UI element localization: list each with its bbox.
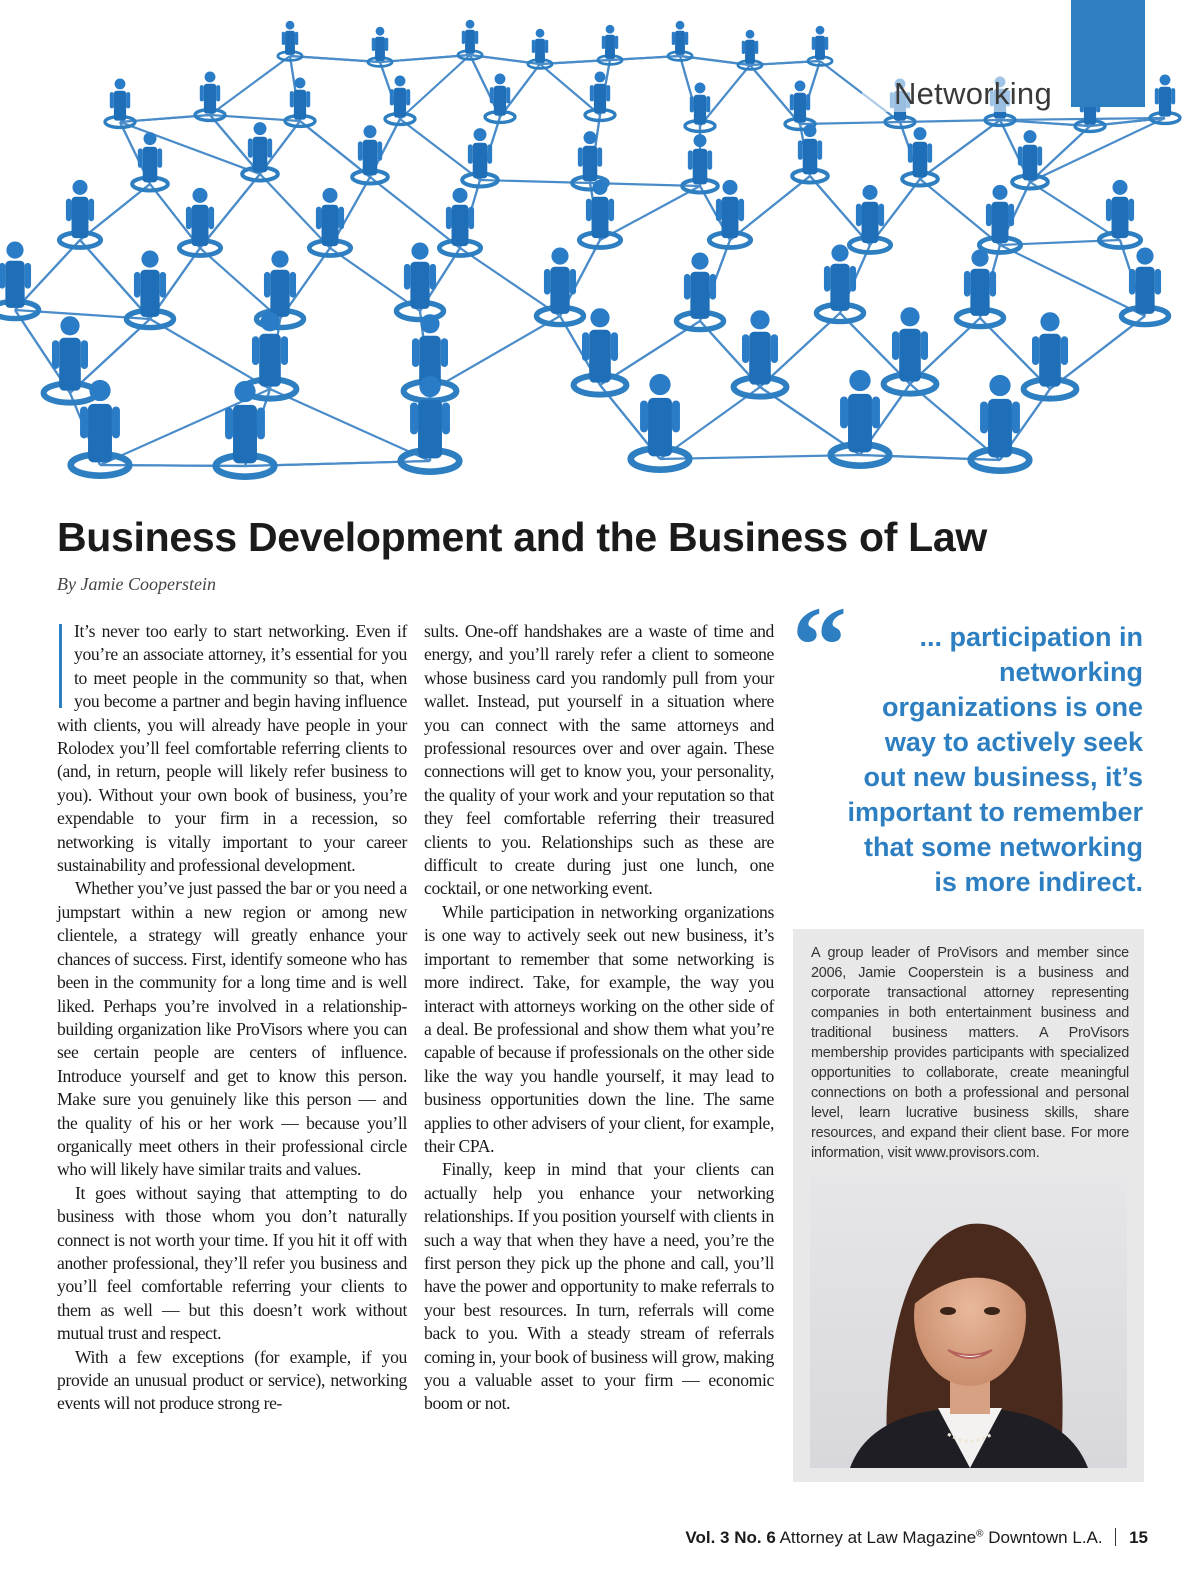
person-icon [216, 381, 275, 477]
network-link [1030, 118, 1165, 182]
person-icon [971, 375, 1030, 471]
network-link [100, 465, 245, 466]
person-icon [682, 134, 718, 192]
article-paragraph: Whether you’ve just passed the bar or you need a jumpstart within a new region or among new clientele, a strategy will greatly enhance your chances of success. First, identify someone who has been in the community for a long time and is well liked. Perhaps you’re involved in a relationship-building organization like ProVisors where you can see certain people are centers of influence. Introduce yourself and get to know this person. Make sure you genuinely like this person — and the quality of his or her work — because you’ll organically meet others in their professional circle who will likely have similar traits and values. [57, 878, 407, 1180]
author-photo [810, 1176, 1127, 1468]
person-icon [401, 376, 460, 472]
article-paragraph: sults. One-off handshakes are a waste of time and energy, and you’ll rarely refer a client to someone whose business card you randomly pull from your wallet. Instead, put yourself in a situation where you can connect with the same attorneys and professional resources over and over again. These connections will get to know you, your personality, the quality of your work and your reputation so that they feel comfortable referring their treasured clients to you. Relationships such as these are difficult to create during just one lunch, one cocktail, or one networking event. [424, 621, 774, 899]
person-icon [195, 71, 225, 120]
person-icon [0, 242, 39, 319]
network-link [400, 55, 470, 119]
person-icon [884, 307, 937, 393]
section-label: Networking [862, 76, 1052, 112]
person-icon [979, 185, 1020, 253]
person-icon [831, 370, 890, 466]
person-icon [242, 122, 278, 180]
page-number: 15 [1129, 1528, 1148, 1547]
person-icon [1099, 180, 1140, 248]
person-icon [631, 374, 690, 470]
person-icon [385, 75, 415, 124]
person-icon [1024, 312, 1077, 398]
person-icon [132, 132, 168, 190]
article-paragraph: While participation in networking organizations is one way to actively seek out new business, it’s important to remember that some networking is more indirect. Take, for example, the way you interact with attorneys working on the other side of a deal. Be professional and show them what you’re capable of because if professionals on the other side like the way you handle yourself, it may lead to business opportunities down the line. The same applies to other advisers of your client, for example, their CPA. [424, 901, 774, 1156]
author-bio-text: A group leader of ProVisors and member since 2006, Jamie Cooperstein is a business and corporate transactional attorney representing companies in both entertainment business and traditional business matters. A ProVisors membership provides participants with specialized opportunities to collaborate, create meaningful connections on both a professional and personal level, learn lucrative business skills, share resources, and expand their client base. For more information, visit www.provisors.com. [811, 945, 1129, 1161]
article-title: Business Development and the Business of Law [57, 514, 988, 560]
person-icon [485, 73, 515, 122]
author-bio-box [793, 929, 1144, 1482]
registered-mark: ® [976, 1528, 984, 1540]
article-paragraph: With a few exceptions (for example, if you provide an unusual product or service), networking events will not produce strong re- [57, 1346, 407, 1414]
person-icon [396, 243, 443, 320]
person-icon [808, 26, 832, 66]
network-link [380, 55, 470, 62]
article-paragraph: Finally, keep in mind that your clients can actually help you enhance your networking relationships. If you position yourself with clients in such a way that when they have a need, you’re the first person they pick up the phone and call, you’ll have the power and opportunity to make referrals to your best resources. In turn, referrals will come back to you. With a steady stream of referrals coming in, your book of business will grow, making you a valuable asset to your firm — economic boom or not. [424, 1159, 774, 1414]
network-link [1000, 245, 1145, 316]
article-column-1 [57, 620, 407, 1416]
network-link [270, 389, 430, 461]
person-icon [734, 310, 787, 396]
footer-edition: Downtown L.A. [988, 1528, 1103, 1547]
network-link [290, 56, 380, 62]
author-portrait-icon [810, 1176, 1127, 1468]
person-icon [126, 251, 173, 328]
footer-divider [1115, 1528, 1116, 1546]
person-icon [816, 245, 863, 322]
person-icon [44, 316, 97, 402]
person-icon [59, 180, 100, 248]
person-icon [1121, 248, 1168, 325]
person-icon [902, 127, 938, 185]
footer-volume: Vol. 3 No. 6 [685, 1528, 776, 1547]
network-link [600, 186, 700, 240]
byline: By Jamie Cooperstein [57, 574, 216, 594]
person-icon [792, 124, 828, 182]
person-icon [1150, 74, 1180, 123]
person-icon [179, 188, 220, 256]
person-icon [458, 20, 482, 60]
person-icon [676, 253, 723, 330]
network-link [210, 56, 290, 115]
person-icon [1012, 130, 1048, 188]
section-tab [1071, 0, 1145, 107]
person-icon [585, 71, 615, 120]
person-icon [278, 21, 302, 61]
network-link [700, 65, 750, 126]
pull-quote: ... participation in networking organizations is one way to actively seek out new business, it’s important to remember that some networking is more indirect. [847, 622, 1143, 897]
person-icon [462, 128, 498, 186]
article-paragraph: It goes without saying that attempting to do business with those whom you don’t naturally connect is not worth your time. If you hit it off with another professional, they’ll refer you business and you’ll feel comfortable referring your clients to them as well — but this doesn’t work without mutual trust and respect. [57, 1182, 407, 1344]
dropcap-bar [59, 624, 62, 708]
page-footer [685, 1528, 1148, 1548]
network-link [430, 316, 560, 391]
person-icon [285, 77, 315, 126]
quote-mark-icon: “ [792, 584, 847, 706]
article-paragraph: It’s never too early to start networking. Even if you’re an associate attorney, it’s essential for you to meet people in the community so that, when you become a partner and begin having influence with clients, you will already have people in your Rolodex you’ll feel comfortable referring clients to (and, in return, people will likely refer business to you). Without your own book of business, you’re expendable to your firm in a recession, so networking is vitally important to your career sustainability and professional development. [57, 621, 407, 876]
article-column-2 [424, 620, 774, 1416]
footer-magazine: Attorney at Law Magazine [779, 1528, 977, 1547]
person-icon [71, 380, 130, 476]
person-icon [668, 21, 692, 61]
person-icon [849, 185, 890, 253]
